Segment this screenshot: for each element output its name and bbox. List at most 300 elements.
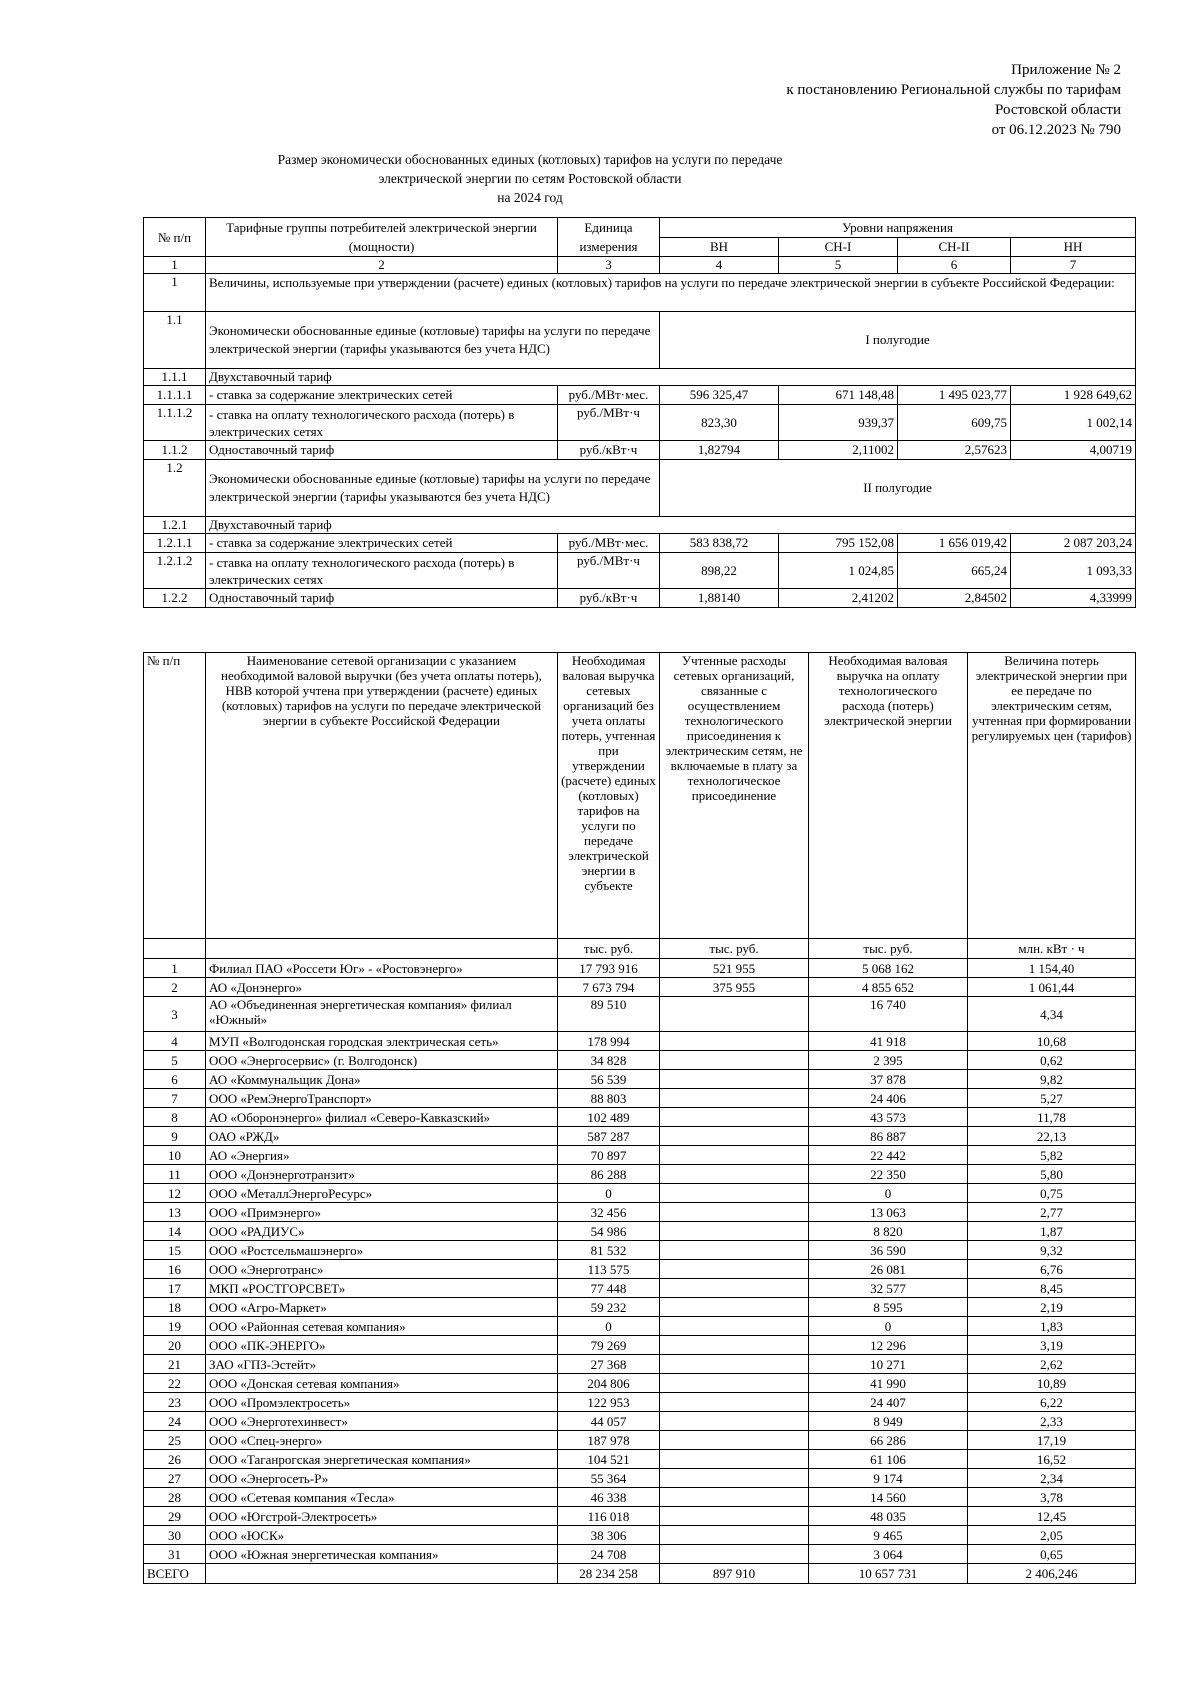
org-row-name: ООО «Южная энергетическая компания» [206, 1545, 558, 1564]
org-row-nvv: 187 978 [558, 1431, 660, 1450]
tariff-row-unit: руб./МВт·мес. [558, 534, 660, 553]
col-number: 1 [144, 257, 206, 274]
header-sn2: СН-II [898, 238, 1011, 257]
org-row-losses-pay: 22 350 [809, 1165, 968, 1184]
half2-period: II полугодие [660, 460, 1136, 517]
title-line-1: Размер экономически обоснованных единых (котловых) тарифов на услуги по передаче [277, 152, 783, 167]
org-row-losses-pay: 0 [809, 1317, 968, 1336]
org-row-tp [660, 1070, 809, 1089]
org-row-losses-pay: 48 035 [809, 1507, 968, 1526]
unit-losses-pay: тыс. руб. [809, 939, 968, 959]
org-row-losses-pay: 2 395 [809, 1051, 968, 1070]
org-row [144, 1336, 1136, 1355]
org-row-losses-pay: 0 [809, 1184, 968, 1203]
half1-header-row [144, 312, 1136, 369]
org-row-losses-pay: 16 740 [809, 997, 968, 1032]
org-row-losses-volume: 2,33 [968, 1412, 1136, 1431]
tariff-value-sn2: 1 656 019,42 [898, 534, 1011, 553]
org-row-losses-pay: 8 949 [809, 1412, 968, 1431]
col-number: 6 [898, 257, 1011, 274]
tariff-row-num: 1.2.1.2 [144, 553, 206, 589]
org-row-losses-pay: 14 560 [809, 1488, 968, 1507]
org-row [144, 1222, 1136, 1241]
org-row-nvv: 86 288 [558, 1165, 660, 1184]
org-row-tp [660, 1431, 809, 1450]
header-num: № п/п [144, 218, 206, 257]
org-row [144, 1051, 1136, 1070]
org-row-losses-volume: 3,78 [968, 1488, 1136, 1507]
tariff-row-name: - ставка на оплату технологического расхода (потерь) в электрических сетях [206, 553, 558, 589]
network-organizations-table [143, 652, 1136, 1584]
org-row-num: 30 [144, 1526, 206, 1545]
org-row-tp [660, 1469, 809, 1488]
org-row-losses-volume: 3,19 [968, 1336, 1136, 1355]
org-row-tp [660, 1355, 809, 1374]
tariff-value-sn1: 1 024,85 [779, 553, 898, 589]
tariff-table [143, 217, 1136, 608]
org-row-num: 10 [144, 1146, 206, 1165]
org-row [144, 1450, 1136, 1469]
org-row-nvv: 44 057 [558, 1412, 660, 1431]
appendix-number: Приложение № 2 [1011, 62, 1121, 78]
org-row [144, 1032, 1136, 1051]
org-row-nvv: 81 532 [558, 1241, 660, 1260]
org-row-tp: 375 955 [660, 978, 809, 997]
org-row-name: ООО «ЮСК» [206, 1526, 558, 1545]
half1-text: Экономически обоснованные единые (котловые) тарифы на услуги по передаче электрической энергии (тарифы указываются без учета НДС) [206, 312, 660, 369]
org-row-num: 18 [144, 1298, 206, 1317]
org-row-losses-pay: 43 573 [809, 1108, 968, 1127]
tariff-value-sn2: 2,84502 [898, 589, 1011, 608]
org-row-name: ООО «Донская сетевая компания» [206, 1374, 558, 1393]
tariff-row [144, 589, 1136, 608]
org-row-num: 21 [144, 1355, 206, 1374]
org-row-losses-volume: 0,65 [968, 1545, 1136, 1564]
org-row-losses-pay: 10 271 [809, 1355, 968, 1374]
appendix-date: от 06.12.2023 № 790 [991, 122, 1121, 138]
org-row-losses-pay: 12 296 [809, 1336, 968, 1355]
tariff-value-sn1: 2,41202 [779, 589, 898, 608]
org-row-nvv: 27 368 [558, 1355, 660, 1374]
org-row-nvv: 77 448 [558, 1279, 660, 1298]
org-row-name: ООО «Энерготехинвест» [206, 1412, 558, 1431]
total-losses-volume: 2 406,246 [968, 1564, 1136, 1584]
tariff-row [144, 553, 1136, 589]
org-row-losses-volume: 12,45 [968, 1507, 1136, 1526]
org-row-num: 13 [144, 1203, 206, 1222]
org-row-name: АО «Объединенная энергетическая компания» филиал «Южный» [206, 997, 558, 1032]
tariff-row-unit: руб./МВт·мес. [558, 386, 660, 405]
org-row-losses-volume: 5,82 [968, 1146, 1136, 1165]
org-row [144, 1545, 1136, 1564]
org-row-tp [660, 1298, 809, 1317]
total-label: ВСЕГО [144, 1564, 206, 1584]
org-row-num: 1 [144, 959, 206, 978]
tariff-row-num: 1.1.2 [144, 441, 206, 460]
org-units-row [144, 939, 1136, 959]
tariff-row-name: Двухставочный тариф [206, 369, 1136, 386]
org-row-name: ООО «ПК-ЭНЕРГО» [206, 1336, 558, 1355]
org-row-losses-pay: 41 918 [809, 1032, 968, 1051]
org-header-losses-volume: Величина потерь электрической энергии при ее передаче по электрическим сетям, учтенная при формировании регулируемых цен (тарифов) [968, 653, 1136, 939]
org-row-tp [660, 1507, 809, 1526]
tariff-row-unit: руб./кВт·ч [558, 589, 660, 608]
org-row [144, 1469, 1136, 1488]
org-row-losses-volume: 11,78 [968, 1108, 1136, 1127]
org-row-name: Филиал ПАО «Россети Юг» - «Ростовэнерго» [206, 959, 558, 978]
org-row-nvv: 204 806 [558, 1374, 660, 1393]
tariff-row-num: 1.2.2 [144, 589, 206, 608]
org-row-tp [660, 1317, 809, 1336]
org-row-losses-pay: 66 286 [809, 1431, 968, 1450]
tariff-row-num: 1.2.1.1 [144, 534, 206, 553]
tariff-value-vn: 596 325,47 [660, 386, 779, 405]
org-header-name: Наименование сетевой организации с указанием необходимой валовой выручки (без учета оплаты потерь), НВВ которой учтена при утверждении (расчете) единых (котловых) тарифов на услуги по передаче электрической энергии в субъекте Российской Федерации [206, 653, 558, 939]
org-row-losses-pay: 13 063 [809, 1203, 968, 1222]
org-row-num: 27 [144, 1469, 206, 1488]
org-row-num: 4 [144, 1032, 206, 1051]
org-row [144, 1127, 1136, 1146]
section-1-text: Величины, используемые при утверждении (расчете) единых (котловых) тарифов на услуги по передаче электрической энергии в субъекте Российской Федерации: [206, 274, 1136, 312]
org-row-name: ОАО «РЖД» [206, 1127, 558, 1146]
tariff-value-vn: 583 838,72 [660, 534, 779, 553]
org-row-losses-volume: 1,87 [968, 1222, 1136, 1241]
tariff-row-name: - ставка на оплату технологического расхода (потерь) в электрических сетях [206, 405, 558, 441]
document-title [240, 150, 820, 207]
org-row-nvv: 122 953 [558, 1393, 660, 1412]
org-row-nvv: 88 803 [558, 1089, 660, 1108]
org-row [144, 1488, 1136, 1507]
tariff-value-nn: 1 093,33 [1011, 553, 1136, 589]
unit-nvv: тыс. руб. [558, 939, 660, 959]
section-1-num: 1 [144, 274, 206, 312]
tariff-row-num: 1.1.1.2 [144, 405, 206, 441]
org-row-tp [660, 1374, 809, 1393]
org-row-num: 31 [144, 1545, 206, 1564]
tariff-value-nn: 1 002,14 [1011, 405, 1136, 441]
org-row [144, 1526, 1136, 1545]
org-row-name: ООО «Энергосервис» (г. Волгодонск) [206, 1051, 558, 1070]
col-number: 2 [206, 257, 558, 274]
col-number: 3 [558, 257, 660, 274]
org-row-num: 6 [144, 1070, 206, 1089]
org-row-name: АО «Энергия» [206, 1146, 558, 1165]
org-row-losses-volume: 10,68 [968, 1032, 1136, 1051]
tariff-row [144, 369, 1136, 386]
half2-text: Экономически обоснованные единые (котловые) тарифы на услуги по передаче электрической энергии (тарифы указываются без учета НДС) [206, 460, 660, 517]
org-row-name: МУП «Волгодонская городская электрическая сеть» [206, 1032, 558, 1051]
org-row-losses-volume: 4,34 [968, 997, 1136, 1032]
org-row [144, 1108, 1136, 1127]
org-row-losses-pay: 32 577 [809, 1279, 968, 1298]
org-row-num: 17 [144, 1279, 206, 1298]
org-row-nvv: 38 306 [558, 1526, 660, 1545]
org-row-tp: 521 955 [660, 959, 809, 978]
total-tp: 897 910 [660, 1564, 809, 1584]
half1-num: 1.1 [144, 312, 206, 369]
org-row-nvv: 178 994 [558, 1032, 660, 1051]
tariff-value-sn1: 2,11002 [779, 441, 898, 460]
org-row [144, 1089, 1136, 1108]
org-row-name: ООО «Районная сетевая компания» [206, 1317, 558, 1336]
tariff-value-nn: 1 928 649,62 [1011, 386, 1136, 405]
org-row-losses-volume: 0,75 [968, 1184, 1136, 1203]
tariff-value-vn: 1,88140 [660, 589, 779, 608]
appendix-reference: к постановлению Региональной службы по тарифам [786, 82, 1121, 98]
org-row-losses-volume: 16,52 [968, 1450, 1136, 1469]
org-row [144, 1374, 1136, 1393]
org-row-nvv: 55 364 [558, 1469, 660, 1488]
org-row-losses-volume: 0,62 [968, 1051, 1136, 1070]
org-row-nvv: 0 [558, 1317, 660, 1336]
tariff-row-num: 1.1.1.1 [144, 386, 206, 405]
org-row-losses-pay: 8 820 [809, 1222, 968, 1241]
tariff-row-name: - ставка за содержание электрических сетей [206, 534, 558, 553]
org-row-num: 2 [144, 978, 206, 997]
org-row-num: 16 [144, 1260, 206, 1279]
org-row [144, 1165, 1136, 1184]
org-header-losses-pay: Необходимая валовая выручка на оплату технологического расхода (потерь) электрической энергии [809, 653, 968, 939]
org-row-losses-volume: 10,89 [968, 1374, 1136, 1393]
header-sn1: СН-I [779, 238, 898, 257]
org-row-name: ООО «Примэнерго» [206, 1203, 558, 1222]
org-row-name: ООО «РАДИУС» [206, 1222, 558, 1241]
org-row-tp [660, 1412, 809, 1431]
org-row-num: 8 [144, 1108, 206, 1127]
tariff-row-unit: руб./кВт·ч [558, 441, 660, 460]
half2-rows [144, 517, 1136, 608]
org-row-nvv: 89 510 [558, 997, 660, 1032]
units-empty [144, 939, 206, 959]
tariff-row-name: Одноставочный тариф [206, 589, 558, 608]
org-row-losses-volume: 9,82 [968, 1070, 1136, 1089]
org-row-num: 24 [144, 1412, 206, 1431]
org-row-num: 11 [144, 1165, 206, 1184]
org-row-tp [660, 1336, 809, 1355]
org-row-losses-volume: 1,83 [968, 1317, 1136, 1336]
org-row-num: 9 [144, 1127, 206, 1146]
org-row-nvv: 56 539 [558, 1070, 660, 1089]
tariff-value-vn: 1,82794 [660, 441, 779, 460]
org-row-nvv: 34 828 [558, 1051, 660, 1070]
org-header-nvv: Необходимая валовая выручка сетевых организаций без учета оплаты потерь, учтенная при утверждении (расчете) единых (котловых) тарифов на услуги по передаче электрической энергии в субъекте [558, 653, 660, 939]
section-1-row [144, 274, 1136, 312]
org-row [144, 1146, 1136, 1165]
org-row-name: ООО «Промэлектросеть» [206, 1393, 558, 1412]
org-row-losses-pay: 86 887 [809, 1127, 968, 1146]
tariff-value-sn2: 609,75 [898, 405, 1011, 441]
org-row-losses-pay: 24 407 [809, 1393, 968, 1412]
header-nn: НН [1011, 238, 1136, 257]
title-line-2: электрической энергии по сетям Ростовской области [378, 171, 682, 186]
tariff-row-num: 1.1.1 [144, 369, 206, 386]
org-row-tp [660, 1488, 809, 1507]
org-row-tp [660, 1089, 809, 1108]
org-row-num: 15 [144, 1241, 206, 1260]
unit-losses-volume: млн. кВт · ч [968, 939, 1136, 959]
tariff-row-name: Одноставочный тариф [206, 441, 558, 460]
appendix-header [786, 60, 1121, 140]
half2-header-row [144, 460, 1136, 517]
org-row-num: 28 [144, 1488, 206, 1507]
org-row [144, 1298, 1136, 1317]
org-row-name: ООО «Югстрой-Электросеть» [206, 1507, 558, 1526]
org-row-tp [660, 1241, 809, 1260]
org-row-nvv: 104 521 [558, 1450, 660, 1469]
tariff-row [144, 405, 1136, 441]
tariff-value-sn1: 795 152,08 [779, 534, 898, 553]
tariff-header-row [144, 218, 1136, 238]
org-row-tp [660, 1146, 809, 1165]
org-row-name: ООО «МеталлЭнергоРесурс» [206, 1184, 558, 1203]
org-row-losses-pay: 24 406 [809, 1089, 968, 1108]
tariff-row [144, 386, 1136, 405]
org-row-name: МКП «РОСТГОРСВЕТ» [206, 1279, 558, 1298]
org-row [144, 1317, 1136, 1336]
org-row-tp [660, 1222, 809, 1241]
org-row [144, 1431, 1136, 1450]
org-row [144, 1203, 1136, 1222]
org-row-losses-pay: 5 068 162 [809, 959, 968, 978]
org-row-nvv: 79 269 [558, 1336, 660, 1355]
org-row-nvv: 113 575 [558, 1260, 660, 1279]
org-row-nvv: 59 232 [558, 1298, 660, 1317]
org-row-name: ООО «Ростсельмашэнерго» [206, 1241, 558, 1260]
org-row-name: ООО «Энергосеть-Р» [206, 1469, 558, 1488]
org-row [144, 1241, 1136, 1260]
header-unit: Единица измерения [558, 218, 660, 257]
org-row-name: ООО «РемЭнергоТранспорт» [206, 1089, 558, 1108]
org-row [144, 1070, 1136, 1089]
org-row-name: АО «Оборонэнерго» филиал «Северо-Кавказский» [206, 1108, 558, 1127]
org-row-tp [660, 1450, 809, 1469]
tariff-value-vn: 898,22 [660, 553, 779, 589]
total-nvv: 28 234 258 [558, 1564, 660, 1584]
org-row-tp [660, 1393, 809, 1412]
org-row-tp [660, 1108, 809, 1127]
org-row [144, 1507, 1136, 1526]
org-row-num: 14 [144, 1222, 206, 1241]
tariff-value-sn1: 671 148,48 [779, 386, 898, 405]
tariff-value-sn1: 939,37 [779, 405, 898, 441]
org-row-tp [660, 1165, 809, 1184]
org-row-losses-pay: 37 878 [809, 1070, 968, 1089]
org-row-losses-volume: 2,19 [968, 1298, 1136, 1317]
half2-num: 1.2 [144, 460, 206, 517]
org-rows [144, 959, 1136, 1564]
org-row [144, 1260, 1136, 1279]
org-row-losses-pay: 36 590 [809, 1241, 968, 1260]
org-row-nvv: 0 [558, 1184, 660, 1203]
org-row-name: АО «Донэнерго» [206, 978, 558, 997]
tariff-value-sn2: 2,57623 [898, 441, 1011, 460]
column-numbers-row [144, 257, 1136, 274]
half1-period: I полугодие [660, 312, 1136, 369]
tariff-value-nn: 2 087 203,24 [1011, 534, 1136, 553]
total-empty [206, 1564, 558, 1584]
header-vn: ВН [660, 238, 779, 257]
tariff-value-sn2: 665,24 [898, 553, 1011, 589]
org-row-num: 22 [144, 1374, 206, 1393]
org-row-losses-pay: 9 465 [809, 1526, 968, 1545]
org-row-losses-volume: 2,62 [968, 1355, 1136, 1374]
org-row [144, 997, 1136, 1032]
tariff-value-nn: 4,00719 [1011, 441, 1136, 460]
org-row-losses-pay: 61 106 [809, 1450, 968, 1469]
total-losses-pay: 10 657 731 [809, 1564, 968, 1584]
org-row-tp [660, 1203, 809, 1222]
tariff-row-num: 1.2.1 [144, 517, 206, 534]
org-row-nvv: 116 018 [558, 1507, 660, 1526]
org-row-losses-volume: 6,76 [968, 1260, 1136, 1279]
org-row-num: 3 [144, 997, 206, 1032]
org-row-tp [660, 1526, 809, 1545]
org-row-losses-volume: 1 154,40 [968, 959, 1136, 978]
org-row-tp [660, 997, 809, 1032]
org-total-row [144, 1564, 1136, 1584]
col-number: 5 [779, 257, 898, 274]
org-row-num: 25 [144, 1431, 206, 1450]
header-voltage-levels: Уровни напряжения [660, 218, 1136, 238]
org-row-num: 12 [144, 1184, 206, 1203]
org-row-nvv: 54 986 [558, 1222, 660, 1241]
org-row-name: ООО «Донэнерготранзит» [206, 1165, 558, 1184]
org-row-nvv: 587 287 [558, 1127, 660, 1146]
org-row-losses-volume: 1 061,44 [968, 978, 1136, 997]
org-row-name: ООО «Таганрогская энергетическая компания» [206, 1450, 558, 1469]
org-row-name: ООО «Спец-энерго» [206, 1431, 558, 1450]
org-row-losses-volume: 2,05 [968, 1526, 1136, 1545]
org-header-tp: Учтенные расходы сетевых организаций, связанные с осуществлением технологического присоединения к электрическим сетям, не включаемые в плату за технологическое присоединение [660, 653, 809, 939]
org-row-tp [660, 1545, 809, 1564]
org-row-losses-volume: 9,32 [968, 1241, 1136, 1260]
org-row-nvv: 102 489 [558, 1108, 660, 1127]
tariff-row-name: Двухставочный тариф [206, 517, 1136, 534]
units-empty [206, 939, 558, 959]
tariff-row [144, 517, 1136, 534]
org-row [144, 1279, 1136, 1298]
col-number: 4 [660, 257, 779, 274]
org-row-losses-volume: 6,22 [968, 1393, 1136, 1412]
tariff-row-unit: руб./МВт·ч [558, 553, 660, 589]
org-row-nvv: 7 673 794 [558, 978, 660, 997]
org-row-losses-volume: 2,34 [968, 1469, 1136, 1488]
org-row-num: 19 [144, 1317, 206, 1336]
tariff-row-name: - ставка за содержание электрических сетей [206, 386, 558, 405]
org-row-num: 7 [144, 1089, 206, 1108]
org-row-losses-volume: 22,13 [968, 1127, 1136, 1146]
org-row [144, 1184, 1136, 1203]
header-tariff-groups: Тарифные группы потребителей электрической энергии (мощности) [206, 218, 558, 257]
appendix-region: Ростовской области [995, 102, 1121, 118]
org-row-losses-volume: 2,77 [968, 1203, 1136, 1222]
title-line-3: на 2024 год [497, 190, 563, 205]
org-row-losses-volume: 5,80 [968, 1165, 1136, 1184]
tariff-row-unit: руб./МВт·ч [558, 405, 660, 441]
org-row-tp [660, 1127, 809, 1146]
org-row [144, 959, 1136, 978]
tariff-row [144, 441, 1136, 460]
org-row-losses-volume: 17,19 [968, 1431, 1136, 1450]
col-number: 7 [1011, 257, 1136, 274]
org-row-losses-volume: 8,45 [968, 1279, 1136, 1298]
org-row-num: 26 [144, 1450, 206, 1469]
org-row-nvv: 46 338 [558, 1488, 660, 1507]
org-row-losses-pay: 26 081 [809, 1260, 968, 1279]
tariff-value-vn: 823,30 [660, 405, 779, 441]
org-row-num: 23 [144, 1393, 206, 1412]
org-row-losses-pay: 4 855 652 [809, 978, 968, 997]
